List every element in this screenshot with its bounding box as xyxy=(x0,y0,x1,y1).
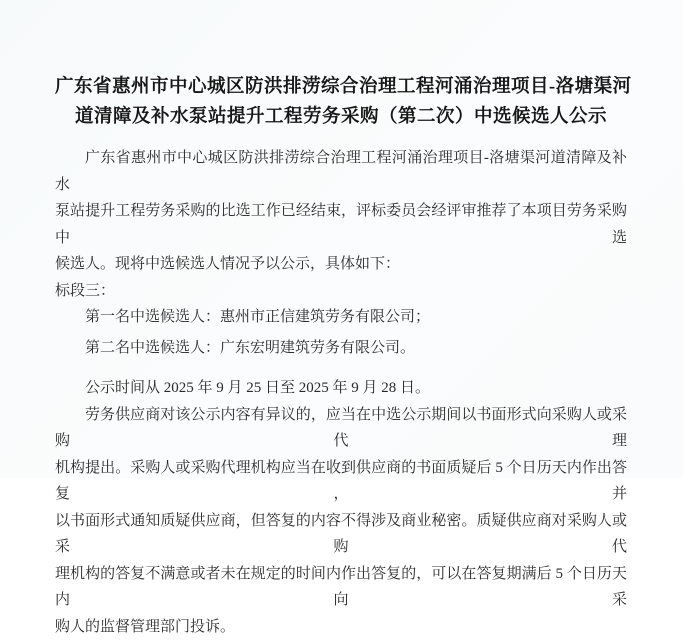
candidate-line-second: 第二名中选候选人：广东宏明建筑劳务有限公司。 xyxy=(55,335,627,362)
section-label: 标段三： xyxy=(55,278,627,305)
document-title xyxy=(55,72,627,132)
document-body xyxy=(55,145,627,640)
objection-paragraph-line-5: 购人的监督管理部门投诉。 xyxy=(55,614,627,640)
objection-paragraph-line-4: 理机构的答复不满意或者未在规定的时间内作出答复的，可以在答复期满后 5 个日历天内向采 xyxy=(55,561,627,614)
document-title-line-1: 广东省惠州市中心城区防洪排涝综合治理工程河涌治理项目-洛塘渠河 xyxy=(55,72,627,102)
intro-paragraph-line-3: 候选人。现将中选候选人情况予以公示，具体如下： xyxy=(55,251,627,278)
publicity-period-line: 公示时间从 2025 年 9 月 25 日至 2025 年 9 月 28 日。 xyxy=(55,375,627,402)
objection-paragraph-line-1: 劳务供应商对该公示内容有异议的，应当在中选公示期间以书面形式向采购人或采购代理 xyxy=(55,402,627,455)
objection-paragraph-line-2: 机构提出。采购人或采购代理机构应当在收到供应商的书面质疑后 5 个日历天内作出答复，并 xyxy=(55,455,627,508)
document-title-line-2: 道清障及补水泵站提升工程劳务采购（第二次）中选候选人公示 xyxy=(55,102,627,132)
intro-paragraph-line-2: 泵站提升工程劳务采购的比选工作已经结束，评标委员会经评审推荐了本项目劳务采购中选 xyxy=(55,198,627,251)
objection-paragraph-line-3: 以书面形式通知质疑供应商，但答复的内容不得涉及商业秘密。质疑供应商对采购人或采购代 xyxy=(55,508,627,561)
candidate-line-first: 第一名中选候选人：惠州市正信建筑劳务有限公司； xyxy=(55,304,627,331)
intro-paragraph-line-1: 广东省惠州市中心城区防洪排涝综合治理工程河涌治理项目-洛塘渠河道清障及补水 xyxy=(55,145,627,198)
